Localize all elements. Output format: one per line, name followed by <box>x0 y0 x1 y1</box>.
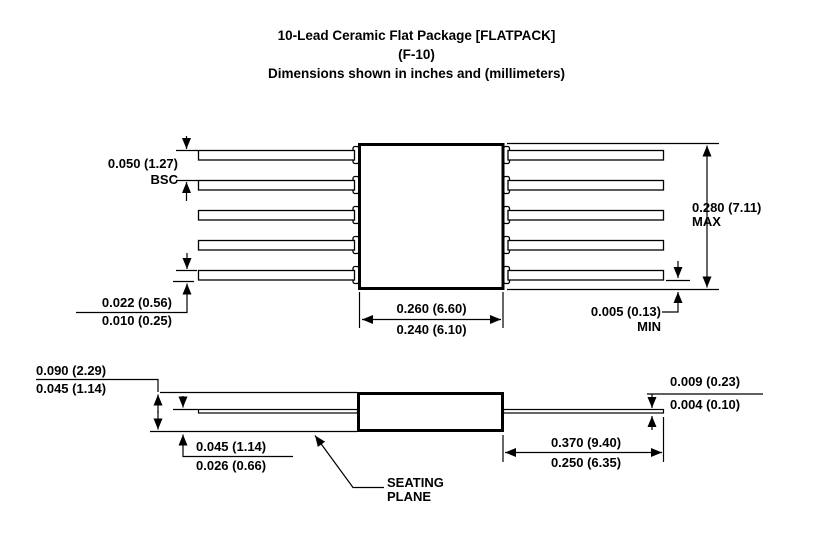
dim-lead-length-max: 0.370 (9.40) <box>550 435 622 450</box>
dim-lead-width-min: 0.010 (0.25) <box>101 313 172 328</box>
title-line-3: Dimensions shown in inches and (millimeters) <box>267 66 566 81</box>
dim-lead-width-max: 0.022 (0.56) <box>101 295 172 310</box>
dim-lead-thickness-max: 0.009 (0.23) <box>670 374 741 389</box>
dim-lead-pitch-value: 0.050 (1.27) <box>107 156 178 171</box>
dim-lead-length-min: 0.250 (6.35) <box>550 455 622 470</box>
leads-right <box>508 151 664 281</box>
seating-plane-leader <box>315 436 384 488</box>
dim-overall-width-value: 0.280 (7.11) <box>692 200 762 215</box>
lead-side-left <box>199 410 358 414</box>
dim-body-width-min: 0.240 (6.10) <box>396 322 467 337</box>
drawing-title <box>0 26 833 83</box>
dim-gap-qualifier: MIN <box>637 319 661 334</box>
leads-left <box>199 151 355 281</box>
dim-lead-pitch-qualifier: BSC <box>150 172 178 187</box>
package-body-side <box>359 394 503 431</box>
dim-body-width-max: 0.260 (6.60) <box>396 301 467 316</box>
seating-plane-label-line2: PLANE <box>387 489 432 504</box>
title-line-2: (F-10) <box>398 47 435 62</box>
seating-plane-label-line1: SEATING <box>387 475 444 490</box>
side-view-linework <box>36 380 763 488</box>
dim-standoff-min: 0.026 (0.66) <box>196 458 267 473</box>
lead-side-right <box>504 410 664 414</box>
dim-standoff-max: 0.045 (1.14) <box>196 439 267 454</box>
package-body-top <box>360 145 504 289</box>
dim-body-thickness-min: 0.045 (1.14) <box>36 381 107 396</box>
dim-gap-value: 0.005 (0.13) <box>590 304 661 319</box>
title-line-1: 10-Lead Ceramic Flat Package [FLATPACK] <box>277 28 556 43</box>
dim-overall-width-qualifier: MAX <box>692 214 721 229</box>
dim-body-thickness-max: 0.090 (2.29) <box>36 363 107 378</box>
dim-lead-thickness-min: 0.004 (0.10) <box>670 397 741 412</box>
